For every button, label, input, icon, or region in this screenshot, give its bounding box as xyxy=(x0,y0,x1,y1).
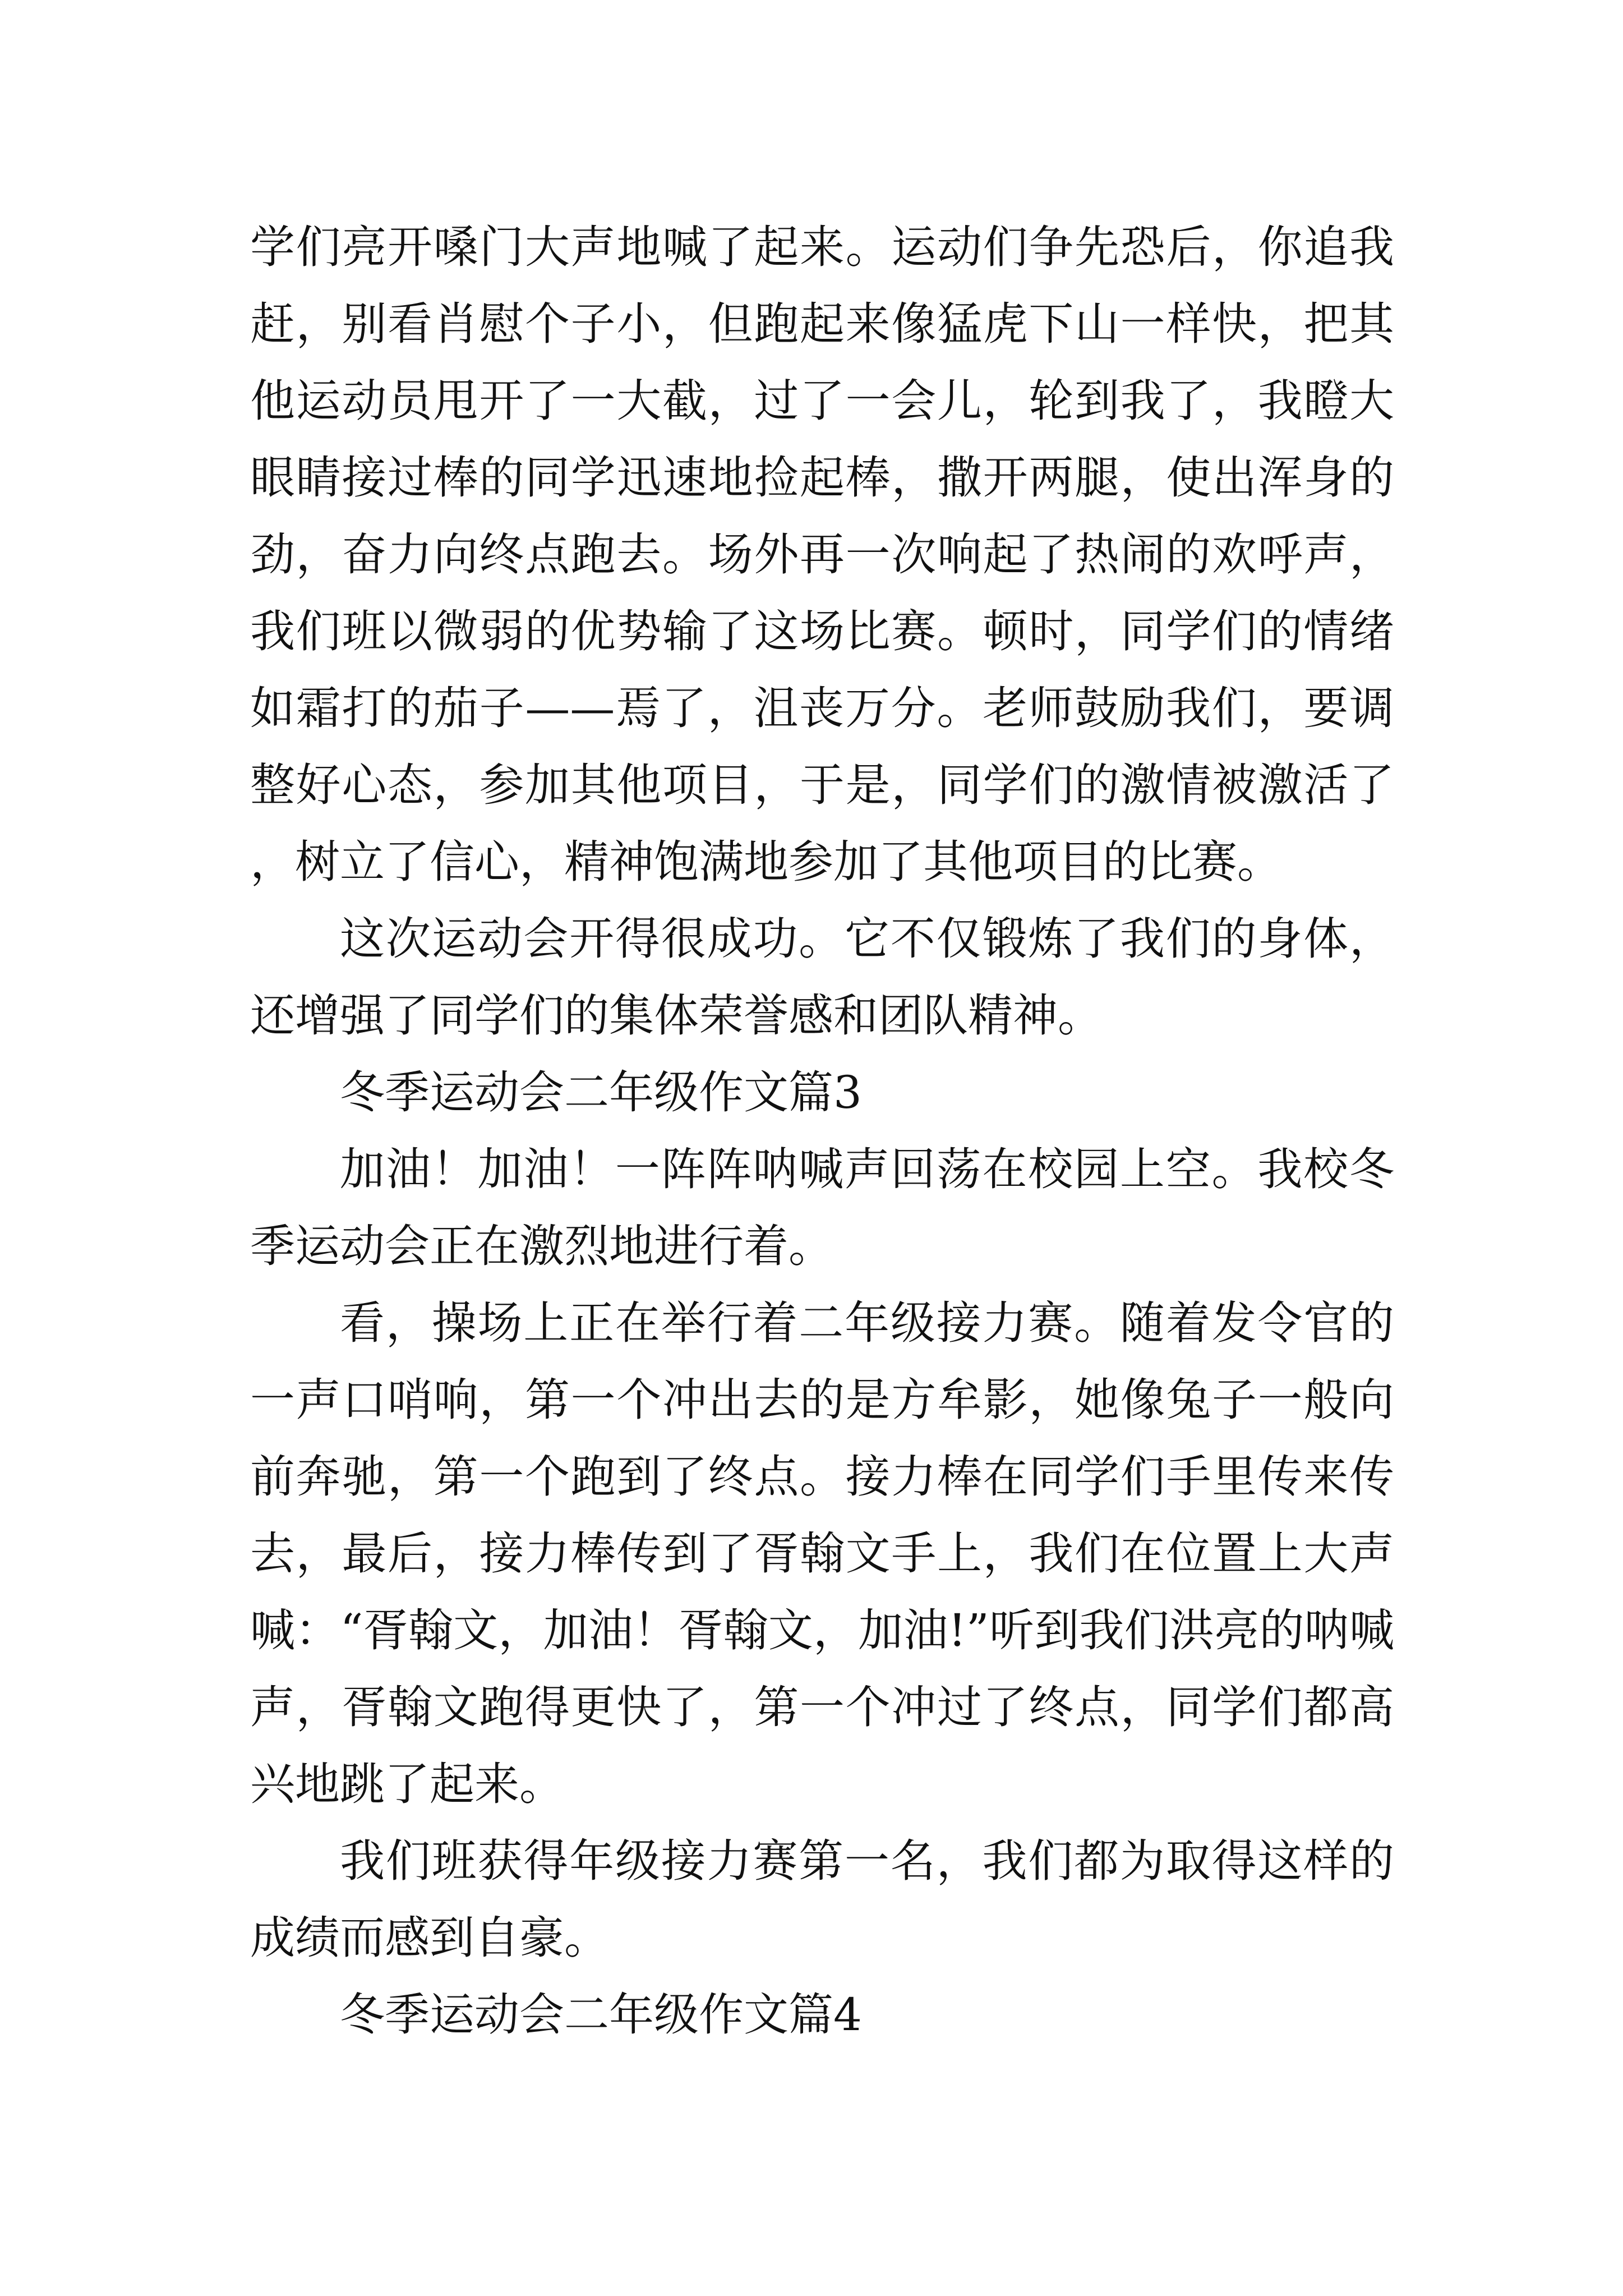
section-heading-3: 冬季运动会二年级作文篇3 xyxy=(340,1066,862,1119)
paragraph-continuation: 学们亮开嗓门大声地喊了起来。运动们争先恐后，你追我赶，别看肖慰个子小，但跑起来像猛虎下山一样快，把其他运动员甩开了一大截，过了一会儿，轮到我了，我瞪大眼睛接过棒的同学迅速地捡起棒，撒开两腿，使出浑身的劲，奋力向终点跑去。场外再一次响起了热闹的欢呼声，我们班以微弱的优势输了这场比赛。顿时，同学们的情绪如霜打的茄子——焉了，沮丧万分。老师鼓励我们，要调整好心态，参加其他项目，于是，同学们的激情被激活了，树立了信心，精神饱满地参加了其他项目的比赛。 xyxy=(250,221,1394,888)
paragraph-intro: 加油！加油！一阵阵呐喊声回荡在校园上空。我校冬季运动会正在激烈地进行着。 xyxy=(250,1143,1394,1272)
paragraph-conclusion: 这次运动会开得很成功。它不仅锻炼了我们的身体，还增强了同学们的集体荣誉感和团队精神。 xyxy=(250,913,1394,1042)
paragraph-relay-race: 看，操场上正在举行着二年级接力赛。随着发令官的一声口哨响，第一个冲出去的是方牟影，她像兔子一般向前奔驰，第一个跑到了终点。接力棒在同学们手里传来传去，最后，接力棒传到了胥翰文手上，我们在位置上大声喊：“胥翰文，加油！胥翰文，加油!”听到我们洪亮的呐喊声，胥翰文跑得更快了，第一个冲过了终点，同学们都高兴地跳了起来。 xyxy=(250,1297,1394,1810)
paragraph-result: 我们班获得年级接力赛第一名，我们都为取得这样的成绩而感到自豪。 xyxy=(250,1835,1394,1964)
document-body xyxy=(250,209,1394,2053)
section-heading-4: 冬季运动会二年级作文篇4 xyxy=(340,1989,862,2041)
